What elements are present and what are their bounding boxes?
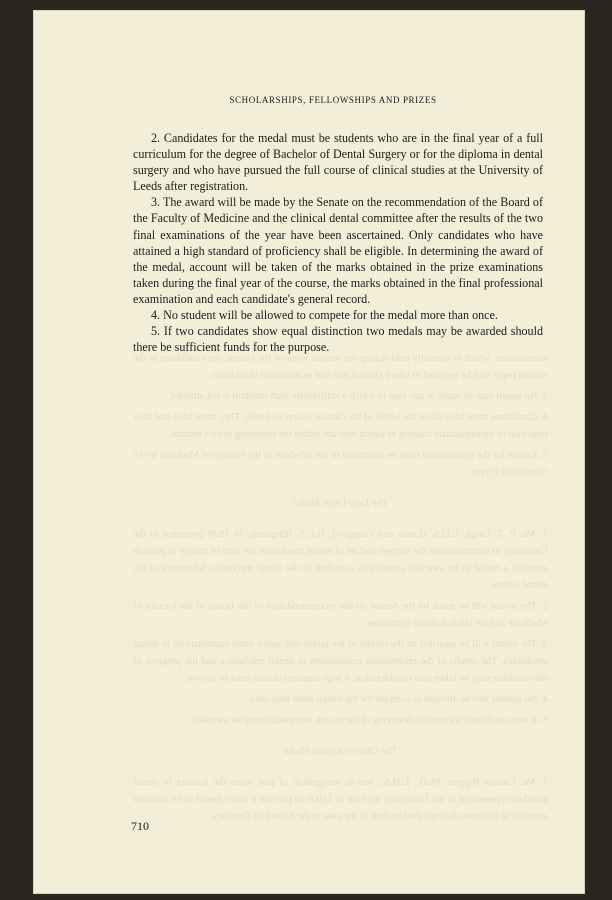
page-sheet [33,10,585,894]
body-text [133,130,543,355]
running-header: SCHOLARSHIPS, FELLOWSHIPS AND PRIZES [229,95,437,105]
paragraph: 4. No student will be allowed to compete for the medal more than once. [151,308,498,323]
show-through-text: examination, which is normally held during the second week of the course, the candidates in the written paper will be required to take a clinical and oral examination in addition. 3. No award may be made in any year in which a sufficiently high standard is not attained. 4. Candidates must have taken the whole of the clinical course in Leeds. They must have had their final year of undergraduate training in which they are within the preceding twelve months. 5. Entries for the examination must be submitted to the sub-dean of the Faculty of Medicine by 15 October each year. The Levy Leigh Medal 1. Mr. P. T. Leigh, L.D.S. (Leeds and Glasgow), H.C.S. (England), in 1920 presented to the University to commemorate the success and art of dental mechanics the sum of money to provide annually a medal to be awarded annually to a student in the dental mechanics laboratory of the dental school. 2. The award will be made by the Senate on the recommendation of the Board of the Faculty of Medicine and the clinical dental committee. 3. The medal will be awarded on the results of the junior and senior prize examinations in dental mechanics. The results of the professional examination in dental mechanics and the progress of the candidate may be taken into consideration. A high standard should must be shown. 4. No student will be allowed to compete for the medal more than once. 5. If two candidates are equally deserving of the award, two medals may be awarded. The Charles Rippon Medal 1. Mr. Charles Rippon, Ph.D., L.D.S., was in recognition of past years the lecturer in dental prosthetics presented to the University the sum of £1000 to provide a silver medal to be awarded annually to the most distinguished student of the year in the School of Dentistry. [133,353,548,822]
page-number: 710 [131,819,149,833]
paragraph: 3. The award will be made by the Senate on the recommendation of the Board of the Faculty of Medicine and the clinical dental committee after the results of the two final examinations of the year have been ascertained. Only candidates who have attained a high standard of proficiency shall be eligible. In determining the award of the medal, account will be taken of the marks obtained in the prize examinations taken during the final year of the course, the marks obtained in the final professional examination and each candidate's general record. [133,195,543,306]
paragraph: 5. If two candidates show equal distinction two medals may be awarded should there be sufficient funds for the purpose. [133,324,543,355]
paragraph: 2. Candidates for the medal must be students who are in the final year of a full curriculum for the degree of Bachelor of Dental Surgery or for the diploma in dental surgery and who have pursued the full course of clinical studies at the University of Leeds after registration. [133,131,543,194]
